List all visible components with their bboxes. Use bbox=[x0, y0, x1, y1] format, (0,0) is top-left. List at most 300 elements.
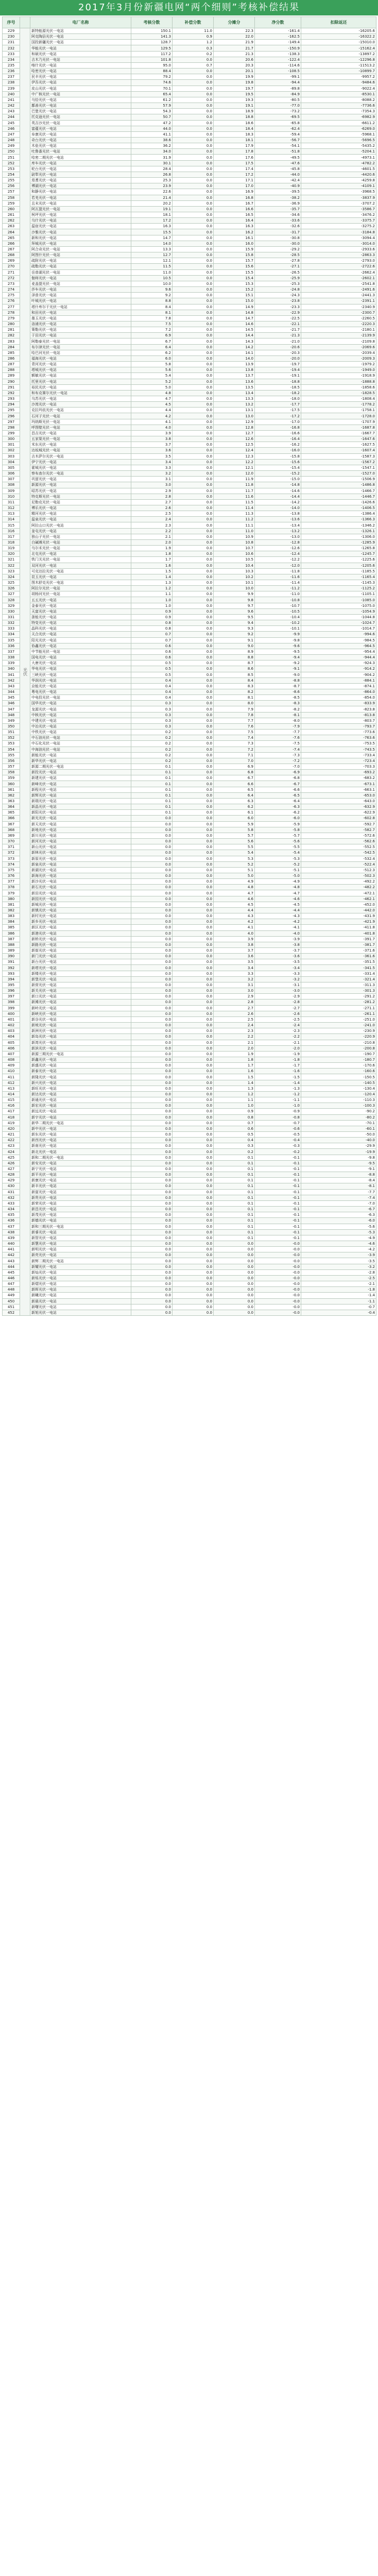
allocation-score: 17.1 bbox=[214, 178, 255, 183]
assessment-score: 38.6 bbox=[131, 137, 173, 143]
row-sequence: 244 bbox=[3, 114, 20, 120]
compensation-score: 0.0 bbox=[173, 580, 214, 586]
compensation-score: 0.0 bbox=[173, 701, 214, 706]
row-sequence: 365 bbox=[3, 810, 20, 816]
table-row bbox=[3, 1120, 376, 1126]
table-row bbox=[3, 954, 376, 959]
station-name: 中石油光伏一电站 bbox=[30, 735, 131, 741]
table-row bbox=[3, 1109, 376, 1114]
compensation-score: 0.0 bbox=[173, 752, 214, 758]
table-row bbox=[3, 178, 376, 183]
table-row bbox=[3, 1189, 376, 1195]
assessment-score: 0.1 bbox=[131, 764, 173, 770]
table-row bbox=[3, 885, 376, 890]
allocation-score: 17.6 bbox=[214, 155, 255, 160]
row-sequence: 338 bbox=[3, 655, 20, 660]
station-name: 奇台光伏一电站 bbox=[30, 137, 131, 143]
net-score: -32.6 bbox=[255, 224, 301, 229]
row-sequence: 348 bbox=[3, 712, 20, 718]
row-sequence: 406 bbox=[3, 1045, 20, 1051]
station-name: 青河光伏一电站 bbox=[30, 362, 131, 367]
row-sequence: 262 bbox=[3, 218, 20, 224]
deduction-amount: -1265.8 bbox=[301, 546, 376, 551]
assessment-score: 0.0 bbox=[131, 1132, 173, 1138]
compensation-score: 0.0 bbox=[173, 988, 214, 994]
assessment-score: 4.0 bbox=[131, 425, 173, 430]
table-row bbox=[3, 821, 376, 827]
assessment-score: 74.6 bbox=[131, 80, 173, 86]
net-score: -0.2 bbox=[255, 1149, 301, 1155]
station-name: 昭苏光伏一电站 bbox=[30, 488, 131, 494]
allocation-score: 15.9 bbox=[214, 246, 255, 252]
assessment-score: 14.0 bbox=[131, 241, 173, 246]
allocation-score: 4.9 bbox=[214, 879, 255, 885]
table-row bbox=[3, 355, 376, 361]
net-score: -0.1 bbox=[255, 1218, 301, 1224]
assessment-score: 31.9 bbox=[131, 155, 173, 160]
row-sequence: 402 bbox=[3, 1023, 20, 1028]
station-name: 新河光伏一电站 bbox=[30, 839, 131, 844]
table-row bbox=[3, 189, 376, 195]
assessment-score: 0.0 bbox=[131, 1080, 173, 1086]
station-name: 中石化光伏一电站 bbox=[30, 741, 131, 747]
table-row bbox=[3, 74, 376, 80]
row-sequence: 412 bbox=[3, 1080, 20, 1086]
deduction-amount: -301.3 bbox=[301, 988, 376, 994]
allocation-score: 11.6 bbox=[214, 494, 255, 499]
station-name: 龙源光伏一电站 bbox=[30, 706, 131, 712]
table-row bbox=[3, 603, 376, 608]
row-sequence: 349 bbox=[3, 718, 20, 723]
assessment-score: 0.0 bbox=[131, 1023, 173, 1028]
assessment-score: 8.8 bbox=[131, 298, 173, 304]
table-row bbox=[3, 40, 376, 45]
compensation-score: 0.0 bbox=[173, 574, 214, 580]
compensation-score: 0.0 bbox=[173, 632, 214, 637]
deduction-amount: -2541.8 bbox=[301, 281, 376, 286]
table-row bbox=[3, 597, 376, 603]
allocation-score: 7.4 bbox=[214, 735, 255, 741]
deduction-amount: -3375.7 bbox=[301, 218, 376, 224]
row-sequence: 237 bbox=[3, 74, 20, 80]
deduction-amount: -8.4 bbox=[301, 1178, 376, 1183]
deduction-amount: -1346.2 bbox=[301, 522, 376, 528]
station-name: 新田光伏一电站 bbox=[30, 890, 131, 896]
assessment-score: 0.0 bbox=[131, 1040, 173, 1045]
row-sequence: 446 bbox=[3, 1275, 20, 1281]
row-sequence: 230 bbox=[3, 34, 20, 40]
table-row bbox=[3, 45, 376, 51]
deduction-amount: -3.5 bbox=[301, 1258, 376, 1264]
station-name: 北屯光伏一电站 bbox=[30, 551, 131, 557]
compensation-score: 0.0 bbox=[173, 304, 214, 310]
station-name: 尼勒克光伏一电站 bbox=[30, 499, 131, 505]
compensation-score: 0.0 bbox=[173, 557, 214, 563]
net-score: -54.1 bbox=[255, 143, 301, 149]
allocation-score: 3.0 bbox=[214, 988, 255, 994]
compensation-score: 0.0 bbox=[173, 775, 214, 781]
deduction-amount: -8.8 bbox=[301, 1172, 376, 1178]
table-row bbox=[3, 505, 376, 511]
table-row bbox=[3, 1207, 376, 1212]
deduction-amount: -1828.5 bbox=[301, 390, 376, 396]
allocation-score: 0.1 bbox=[214, 1207, 255, 1212]
deduction-amount: -3014.0 bbox=[301, 241, 376, 246]
station-name: 福海光伏一电站 bbox=[30, 355, 131, 361]
row-sequence: 431 bbox=[3, 1189, 20, 1195]
allocation-score: 0.1 bbox=[214, 1160, 255, 1166]
compensation-score: 0.0 bbox=[173, 258, 214, 264]
station-name: 新路光伏一电站 bbox=[30, 942, 131, 947]
compensation-score: 0.0 bbox=[173, 1086, 214, 1091]
table-row bbox=[3, 747, 376, 752]
allocation-score: 19.3 bbox=[214, 97, 255, 103]
net-score: -0.3 bbox=[255, 1143, 301, 1149]
deduction-amount: -2.5 bbox=[301, 1275, 376, 1281]
compensation-score: 0.0 bbox=[173, 1138, 214, 1143]
deduction-amount: -2491.6 bbox=[301, 287, 376, 293]
table-row bbox=[3, 1200, 376, 1206]
net-score: -15.2 bbox=[255, 471, 301, 477]
station-name: 沙湾光伏一电站 bbox=[30, 402, 131, 408]
allocation-score: 10.3 bbox=[214, 568, 255, 574]
station-name: 布尔津光伏一电站 bbox=[30, 344, 131, 350]
row-sequence: 332 bbox=[3, 620, 20, 626]
allocation-score: 0.1 bbox=[214, 1189, 255, 1195]
allocation-score: 14.8 bbox=[214, 310, 255, 315]
table-row bbox=[3, 172, 376, 177]
compensation-score: 0.0 bbox=[173, 315, 214, 321]
net-score: -15.4 bbox=[255, 465, 301, 470]
net-score: -108.5 bbox=[255, 69, 301, 74]
assessment-score: 4.7 bbox=[131, 396, 173, 402]
station-name: 新石光伏一电站 bbox=[30, 885, 131, 890]
deduction-amount: -1014.7 bbox=[301, 626, 376, 632]
table-row bbox=[3, 614, 376, 620]
row-sequence: 331 bbox=[3, 614, 20, 620]
row-sequence: 255 bbox=[3, 178, 20, 183]
compensation-score: 0.0 bbox=[173, 1218, 214, 1224]
deduction-amount: -241.0 bbox=[301, 1023, 376, 1028]
table-row bbox=[3, 344, 376, 350]
table-row bbox=[3, 1080, 376, 1086]
assessment-score: 1.1 bbox=[131, 591, 173, 597]
compensation-score: 0.0 bbox=[173, 69, 214, 74]
table-row bbox=[3, 643, 376, 649]
station-name: 独山子光伏一电站 bbox=[30, 534, 131, 539]
row-sequence: 422 bbox=[3, 1138, 20, 1143]
net-score: -4.6 bbox=[255, 896, 301, 902]
station-name: 中铁光伏一电站 bbox=[30, 730, 131, 735]
net-score: -94.4 bbox=[255, 80, 301, 86]
net-score: -84.9 bbox=[255, 91, 301, 97]
row-sequence: 251 bbox=[3, 155, 20, 160]
allocation-score: 0.1 bbox=[214, 1224, 255, 1229]
station-name: 新宇光伏一电站 bbox=[30, 1114, 131, 1120]
allocation-score: 2.0 bbox=[214, 1045, 255, 1051]
net-score: -62.4 bbox=[255, 126, 301, 131]
assessment-score: 0.0 bbox=[131, 965, 173, 971]
station-name: 双河光伏一电站 bbox=[30, 563, 131, 568]
compensation-score: 0.0 bbox=[173, 919, 214, 925]
station-name: 塔城光伏一电站 bbox=[30, 367, 131, 373]
net-score: -34.6 bbox=[255, 212, 301, 218]
net-score: -21.7 bbox=[255, 327, 301, 333]
net-score: -2.4 bbox=[255, 1023, 301, 1028]
table-row bbox=[3, 730, 376, 735]
assessment-score: 2.0 bbox=[131, 539, 173, 545]
compensation-score: 0.0 bbox=[173, 425, 214, 430]
net-score: -77.0 bbox=[255, 103, 301, 109]
assessment-score: 0.0 bbox=[131, 999, 173, 1005]
net-score: -5.3 bbox=[255, 856, 301, 861]
allocation-score: 6.9 bbox=[214, 764, 255, 770]
deduction-amount: -0.7 bbox=[301, 1304, 376, 1310]
station-name: 新鑫光伏一电站 bbox=[30, 1057, 131, 1062]
assessment-score: 0.0 bbox=[131, 959, 173, 965]
deduction-amount: -19.9 bbox=[301, 1149, 376, 1155]
allocation-score: 0.0 bbox=[214, 1264, 255, 1269]
row-sequence: 384 bbox=[3, 919, 20, 925]
station-name: 托克逊光伏一电站 bbox=[30, 114, 131, 120]
deduction-amount: -1185.5 bbox=[301, 568, 376, 574]
compensation-score: 0.0 bbox=[173, 396, 214, 402]
allocation-score: 12.3 bbox=[214, 453, 255, 459]
assessment-score: 79.2 bbox=[131, 74, 173, 80]
deduction-amount: -3837.9 bbox=[301, 195, 376, 200]
compensation-score: 0.0 bbox=[173, 948, 214, 954]
table-row bbox=[3, 632, 376, 637]
station-name: 库车光伏一电站 bbox=[30, 160, 131, 166]
allocation-score: 15.8 bbox=[214, 252, 255, 258]
net-score: -5.7 bbox=[255, 833, 301, 838]
assessment-score: 3.0 bbox=[131, 482, 173, 488]
station-name: 新街光伏一电站 bbox=[30, 948, 131, 954]
assessment-score: 2.5 bbox=[131, 511, 173, 517]
allocation-score: 10.7 bbox=[214, 546, 255, 551]
row-sequence: 265 bbox=[3, 235, 20, 241]
allocation-score: 7.0 bbox=[214, 758, 255, 764]
table-row bbox=[3, 930, 376, 936]
station-name: 国华光伏一电站 bbox=[30, 701, 131, 706]
table-row bbox=[3, 246, 376, 252]
deduction-amount: -230.9 bbox=[301, 1028, 376, 1034]
compensation-score: 1.2 bbox=[173, 40, 214, 45]
net-score: -3.7 bbox=[255, 948, 301, 954]
assessment-score: 17.2 bbox=[131, 218, 173, 224]
deduction-amount: -723.4 bbox=[301, 758, 376, 764]
station-name: 新贵光伏一电站 bbox=[30, 1195, 131, 1200]
compensation-score: 0.0 bbox=[173, 586, 214, 591]
allocation-score: 0.0 bbox=[214, 1293, 255, 1298]
allocation-score: 5.4 bbox=[214, 850, 255, 856]
net-score: -138.3 bbox=[255, 51, 301, 57]
row-sequence: 445 bbox=[3, 1269, 20, 1275]
assessment-score: 0.0 bbox=[131, 1063, 173, 1069]
compensation-score: 0.0 bbox=[173, 80, 214, 86]
compensation-score: 0.0 bbox=[173, 235, 214, 241]
table-row bbox=[3, 304, 376, 310]
net-score: -9.2 bbox=[255, 660, 301, 666]
assessment-score: 41.1 bbox=[131, 131, 173, 137]
table-row bbox=[3, 224, 376, 229]
station-name: 五家渠光伏一电站 bbox=[30, 436, 131, 442]
allocation-score: 9.8 bbox=[214, 597, 255, 603]
station-name: 国投新疆光伏一电站 bbox=[30, 40, 131, 45]
table-row bbox=[3, 333, 376, 338]
table-row bbox=[3, 62, 376, 68]
allocation-score: 2.3 bbox=[214, 1028, 255, 1034]
table-row bbox=[3, 770, 376, 775]
station-name: 新台光伏一电站 bbox=[30, 959, 131, 965]
table-row bbox=[3, 1241, 376, 1246]
assessment-score: 0.0 bbox=[131, 1247, 173, 1252]
deduction-amount: -2.1 bbox=[301, 1281, 376, 1287]
allocation-score: 2.7 bbox=[214, 1005, 255, 1011]
compensation-score: 0.0 bbox=[173, 373, 214, 379]
table-row bbox=[3, 459, 376, 465]
compensation-score: 0.0 bbox=[173, 1069, 214, 1074]
station-name: 察布查尔光伏一电站 bbox=[30, 471, 131, 477]
row-sequence: 448 bbox=[3, 1287, 20, 1293]
assessment-score: 4.2 bbox=[131, 413, 173, 419]
row-sequence: 411 bbox=[3, 1074, 20, 1080]
assessment-score: 9.2 bbox=[131, 293, 173, 298]
assessment-score: 0.6 bbox=[131, 649, 173, 654]
deduction-amount: -170.6 bbox=[301, 1063, 376, 1069]
deduction-amount: -1446.7 bbox=[301, 494, 376, 499]
assessment-score: 0.0 bbox=[131, 1016, 173, 1022]
assessment-score: 14.7 bbox=[131, 235, 173, 241]
station-name: 浙能光伏一电站 bbox=[30, 614, 131, 620]
assessment-score: 0.5 bbox=[131, 672, 173, 677]
net-score: -12.0 bbox=[255, 563, 301, 568]
allocation-score: 9.3 bbox=[214, 626, 255, 632]
table-row bbox=[3, 741, 376, 747]
table-row bbox=[3, 655, 376, 660]
assessment-score: 0.0 bbox=[131, 1241, 173, 1246]
table-row bbox=[3, 1247, 376, 1252]
allocation-score: 16.8 bbox=[214, 195, 255, 200]
compensation-score: 0.0 bbox=[173, 379, 214, 384]
table-row bbox=[3, 155, 376, 160]
deduction-amount: -6.3 bbox=[301, 1212, 376, 1218]
allocation-score: 5.6 bbox=[214, 839, 255, 844]
allocation-score: 9.9 bbox=[214, 591, 255, 597]
station-name: 中节能光伏一电站 bbox=[30, 649, 131, 654]
station-name: 新荣光伏一电站 bbox=[30, 1200, 131, 1206]
table-row bbox=[3, 1304, 376, 1310]
table-row bbox=[3, 591, 376, 597]
table-row bbox=[3, 34, 376, 40]
table-row bbox=[3, 408, 376, 413]
row-sequence: 264 bbox=[3, 229, 20, 235]
table-row bbox=[3, 850, 376, 856]
deduction-amount: -9.5 bbox=[301, 1160, 376, 1166]
net-score: -6.2 bbox=[255, 810, 301, 816]
deduction-amount: -9022.4 bbox=[301, 86, 376, 91]
table-row bbox=[3, 1069, 376, 1074]
compensation-score: 0.0 bbox=[173, 867, 214, 873]
deduction-amount: -4782.2 bbox=[301, 160, 376, 166]
deduction-amount: -3707.2 bbox=[301, 200, 376, 206]
station-name: 皮山光伏一电站 bbox=[30, 86, 131, 91]
deduction-amount: -2220.3 bbox=[301, 321, 376, 327]
net-score: -9.0 bbox=[255, 672, 301, 677]
net-score: -51.8 bbox=[255, 149, 301, 155]
compensation-score: 0.0 bbox=[173, 86, 214, 91]
net-score: -0.4 bbox=[255, 1138, 301, 1143]
deduction-amount: -753.5 bbox=[301, 741, 376, 747]
table-row bbox=[3, 534, 376, 539]
assessment-score: 5.8 bbox=[131, 362, 173, 367]
assessment-score: 7.2 bbox=[131, 327, 173, 333]
station-name: 石河子光伏一电站 bbox=[30, 413, 131, 419]
allocation-score: 10.9 bbox=[214, 534, 255, 539]
net-score: -16.6 bbox=[255, 430, 301, 436]
net-score: -0.0 bbox=[255, 1304, 301, 1310]
deduction-amount: -321.4 bbox=[301, 976, 376, 982]
station-name: 新丰光伏一电站 bbox=[30, 1183, 131, 1189]
table-row bbox=[3, 752, 376, 758]
net-score: -8.0 bbox=[255, 718, 301, 723]
deduction-amount: -1627.5 bbox=[301, 442, 376, 448]
compensation-score: 0.0 bbox=[173, 448, 214, 453]
assessment-score: 0.1 bbox=[131, 775, 173, 781]
allocation-score: 20.3 bbox=[214, 62, 255, 68]
assessment-score: 0.0 bbox=[131, 879, 173, 885]
assessment-score: 8.1 bbox=[131, 310, 173, 315]
table-row bbox=[3, 1252, 376, 1258]
allocation-score: 6.8 bbox=[214, 770, 255, 775]
station-name: 新达光伏一电站 bbox=[30, 1091, 131, 1097]
assessment-score: 0.0 bbox=[131, 1120, 173, 1126]
station-name: 吉木乃光伏一电站 bbox=[30, 57, 131, 62]
station-name: 泽普光伏一电站 bbox=[30, 293, 131, 298]
allocation-score: 11.5 bbox=[214, 499, 255, 505]
table-row bbox=[3, 844, 376, 850]
table-row bbox=[3, 57, 376, 62]
row-sequence: 295 bbox=[3, 408, 20, 413]
allocation-score: 14.0 bbox=[214, 355, 255, 361]
allocation-score: 13.8 bbox=[214, 367, 255, 373]
deduction-amount: -874.1 bbox=[301, 683, 376, 689]
allocation-score: 10.8 bbox=[214, 539, 255, 545]
allocation-score: 8.6 bbox=[214, 666, 255, 672]
compensation-score: 0.0 bbox=[173, 816, 214, 821]
table-row bbox=[3, 166, 376, 172]
compensation-score: 0.0 bbox=[173, 1183, 214, 1189]
deduction-amount: -16205.6 bbox=[301, 28, 376, 34]
compensation-score: 0.0 bbox=[173, 787, 214, 792]
table-row bbox=[3, 1287, 376, 1293]
assessment-score: 0.0 bbox=[131, 1258, 173, 1264]
row-sequence: 288 bbox=[3, 367, 20, 373]
allocation-score: 22.0 bbox=[214, 34, 255, 40]
deduction-amount: -1486.8 bbox=[301, 482, 376, 488]
table-row bbox=[3, 816, 376, 821]
row-sequence: 231 bbox=[3, 40, 20, 45]
row-sequence: 313 bbox=[3, 511, 20, 517]
deduction-amount: -130.4 bbox=[301, 1086, 376, 1091]
deduction-amount: -351.5 bbox=[301, 959, 376, 965]
compensation-score: 0.0 bbox=[173, 994, 214, 999]
table-row bbox=[3, 1091, 376, 1097]
net-score: -0.0 bbox=[255, 1310, 301, 1315]
row-sequence: 330 bbox=[3, 608, 20, 614]
table-row bbox=[3, 528, 376, 534]
assessment-score: 88.4 bbox=[131, 69, 173, 74]
